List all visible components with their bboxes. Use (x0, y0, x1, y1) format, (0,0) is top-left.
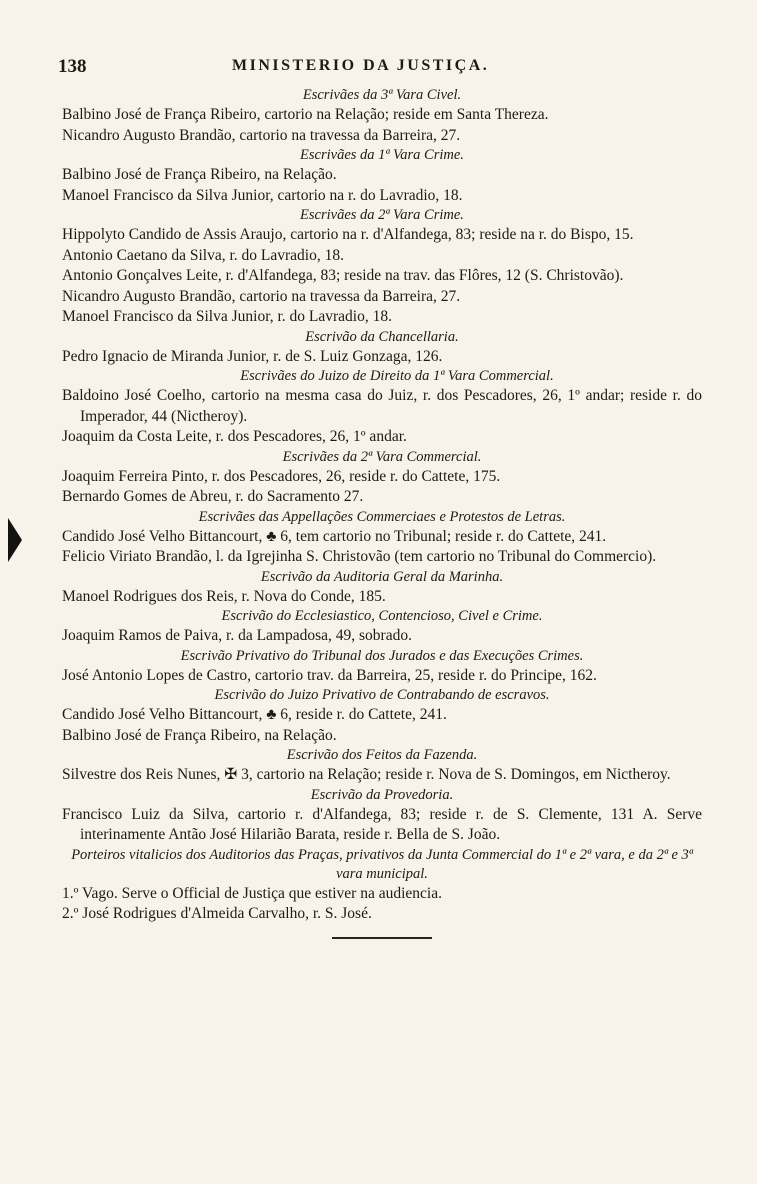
section-heading: Escrivão da Chancellaria. (305, 328, 459, 345)
end-rule (332, 937, 432, 939)
list-entry: 2.º José Rodrigues d'Almeida Carvalho, r. S. José. (62, 905, 372, 922)
section-heading: Escrivães do Juizo de Direito da 1ª Vara Commercial. (240, 368, 554, 384)
list-entry: Balbino José de França Ribeiro, na Relação. (62, 166, 337, 183)
list-entry: Candido José Velho Bittancourt, ♣ 6, reside r. do Cattete, 241. (62, 706, 447, 723)
list-entry: Balbino José de França Ribeiro, cartorio na Relação; reside em Santa Thereza. (62, 106, 549, 123)
section-heading: Escrivão da Provedoria. (310, 786, 454, 803)
section-heading: Porteiros vitalicios dos Auditorios das Praças, privativos da Junta Commercial do 1ª e 2ª vara, e da 2ª e 3ª vara municipal. (71, 846, 693, 882)
list-entry: Antonio Gonçalves Leite, r. d'Alfandega, 83; reside na trav. das Flôres, 12 (S. Christovão). (62, 267, 624, 284)
section-heading: Escrivães da 2ª Vara Commercial. (282, 448, 482, 465)
list-entry: Candido José Velho Bittancourt, ♣ 6, tem cartorio no Tribunal; reside r. do Cattete, 241. (62, 527, 607, 545)
list-entry: 1.º Vago. Serve o Official de Justiça que estiver na audiencia. (62, 884, 442, 902)
list-entry: Balbino José de França Ribeiro, na Relação. (62, 726, 337, 744)
section-heading: Escrivães das Appellações Commerciaes e Protestos de Letras. (198, 508, 566, 525)
list-entry: Manoel Francisco da Silva Junior, cartorio na r. do Lavradio, 18. (62, 186, 463, 204)
list-entry: Hippolyto Candido de Assis Araujo, cartorio na r. d'Alfandega, 83; reside na r. do Bispo, 15. (62, 226, 634, 243)
list-entry: Manoel Rodrigues dos Reis, r. Nova do Conde, 185. (62, 587, 386, 605)
list-entry: Antonio Caetano da Silva, r. do Lavradio, 18. (62, 246, 344, 264)
section-heading: Escrivães da 3ª Vara Civel. (302, 87, 462, 103)
section-heading: Escrivães da 1ª Vara Crime. (300, 147, 464, 163)
page-header (58, 56, 702, 86)
list-entry: Joaquim da Costa Leite, r. dos Pescadores, 26, 1º andar. (62, 428, 407, 445)
list-entry: Pedro Ignacio de Miranda Junior, r. de S. Luiz Gonzaga, 126. (62, 347, 443, 365)
list-entry: Manoel Francisco da Silva Junior, r. do Lavradio, 18. (62, 308, 392, 325)
margin-pointer-mark (8, 518, 22, 562)
section-heading: Escrivães da 2ª Vara Crime. (300, 207, 464, 223)
list-entry: José Antonio Lopes de Castro, cartorio trav. da Barreira, 25, reside r. do Principe, 162. (62, 666, 597, 684)
list-entry: Silvestre dos Reis Nunes, ✠ 3, cartorio na Relação; reside r. Nova de S. Domingos, em Nictheroy. (62, 766, 671, 783)
list-entry: Joaquim Ramos de Paiva, r. da Lampadosa, 49, sobrado. (62, 627, 412, 644)
section-heading: Escrivão do Ecclesiastico, Contencioso, Civel e Crime. (221, 608, 543, 624)
section-heading: Escrivão Privativo do Tribunal dos Jurados e das Execuções Crimes. (180, 647, 584, 664)
list-entry: Baldoino José Coelho, cartorio na mesma casa do Juiz, r. dos Pescadores, 26, 1º andar; reside r. do Imperador, 44 (Nictheroy). (62, 387, 702, 425)
list-entry: Nicandro Augusto Brandão, cartorio na travessa da Barreira, 27. (62, 126, 461, 144)
section-heading: Escrivão do Juizo Privativo de Contrabando de escravos. (214, 687, 550, 703)
list-entry: Felicio Viriato Brandão, l. da Igrejinha S. Christovão (tem cartorio no Tribunal do Commercio). (62, 548, 657, 565)
section-heading: Escrivão dos Feitos da Fazenda. (286, 747, 478, 763)
page-content (58, 56, 702, 939)
list-entry: Francisco Luiz da Silva, cartorio r. d'Alfandega, 83; reside r. de S. Clemente, 131 A. Serve interinamente Antão José Hilarião Barata, reside r. Bella de S. João. (62, 805, 702, 843)
list-entry: Nicandro Augusto Brandão, cartorio na travessa da Barreira, 27. (62, 287, 461, 305)
list-entry: Bernardo Gomes de Abreu, r. do Sacramento 27. (62, 488, 364, 505)
section-heading: Escrivão da Auditoria Geral da Marinha. (260, 568, 504, 585)
page-number: 138 (58, 56, 87, 77)
running-title: MINISTERIO DA JUSTIÇA. (232, 57, 490, 74)
list-entry: Joaquim Ferreira Pinto, r. dos Pescadores, 26, reside r. do Cattete, 175. (62, 467, 501, 485)
